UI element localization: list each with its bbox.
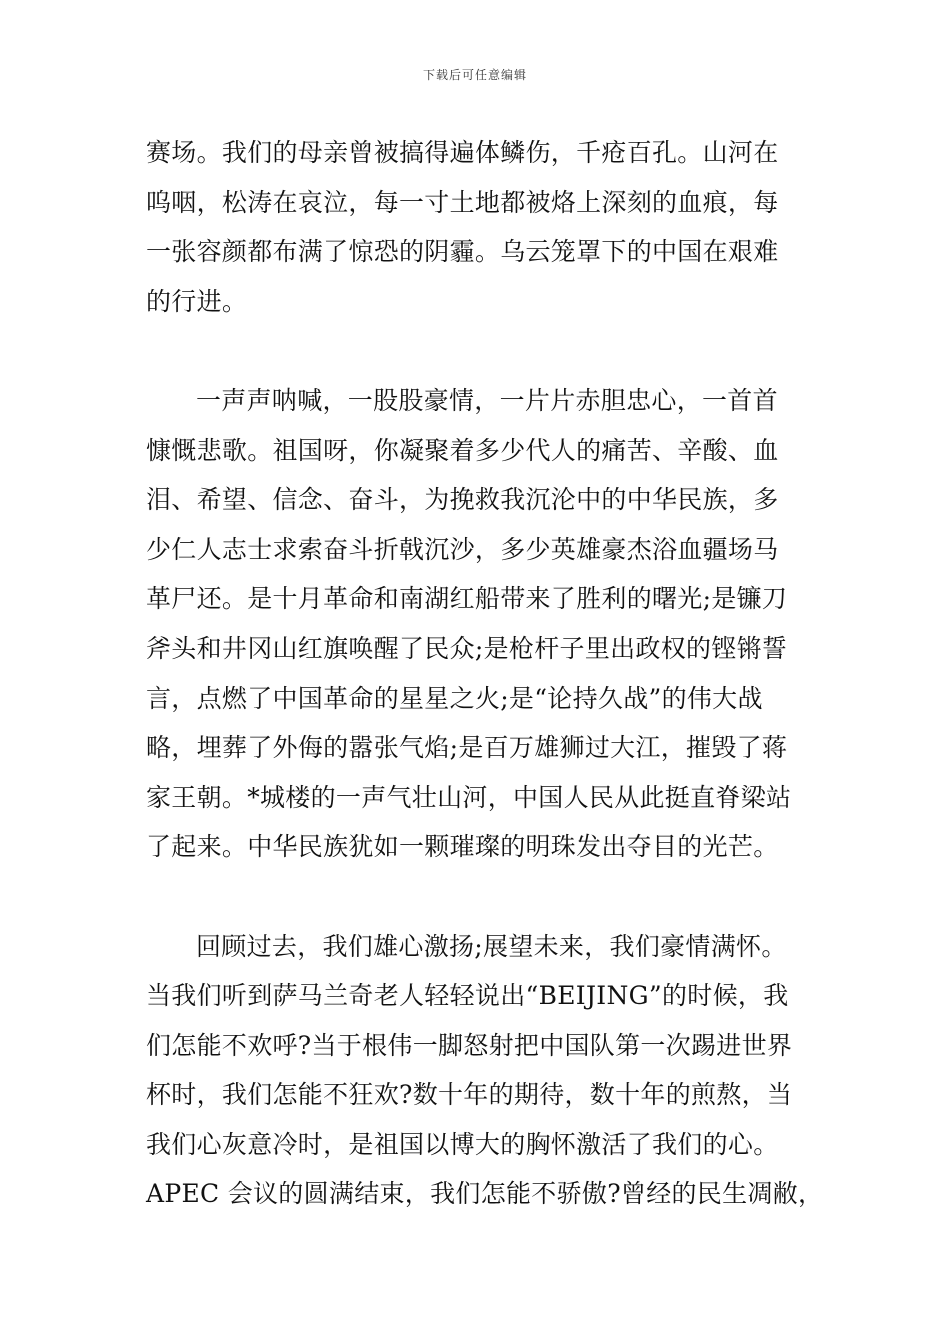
text-line: 了起来。中华民族犹如一颗璀璨的明珠发出夺目的光芒。 <box>146 832 779 862</box>
paragraph-1 <box>146 128 816 326</box>
text-line: 呜咽，松涛在哀泣，每一寸土地都被烙上深刻的血痕，每 <box>146 187 779 217</box>
text-line: 慷慨悲歌。祖国呀，你凝聚着多少代人的痛苦、辛酸、血 <box>146 435 779 465</box>
paragraph-3 <box>146 922 824 1220</box>
text-line: 们怎能不欢呼?当于根伟一脚怒射把中国队第一次踢进世界 <box>146 1030 793 1060</box>
page-header: 下载后可任意编辑 <box>422 68 527 82</box>
text-line: 赛场。我们的母亲曾被搞得遍体鳞伤，千疮百孔。山河在 <box>146 138 779 167</box>
text-line: 革尸还。是十月革命和南湖红船带来了胜利的曙光;是镰刀 <box>146 584 788 614</box>
document-body <box>146 128 824 1219</box>
text-line: 泪、希望、信念、奋斗，为挽救我沉沦中的中华民族，多 <box>146 485 779 515</box>
paragraph-2 <box>146 376 816 872</box>
text-line: 家王朝。*城楼的一声气壮山河，中国人民从此挺直脊梁站 <box>146 782 792 812</box>
text-line: 我们心灰意冷时，是祖国以博大的胸怀激活了我们的心。 <box>146 1129 779 1159</box>
text-line: 少仁人志士求索奋斗折戟沉沙，多少英雄豪杰浴血疆场马 <box>146 534 779 564</box>
paragraph-gap <box>146 326 816 376</box>
text-line: 杯时，我们怎能不狂欢?数十年的期待，数十年的煎熬，当 <box>146 1080 793 1110</box>
text-line: 略，埋葬了外侮的嚣张气焰;是百万雄狮过大江，摧毁了蒋 <box>146 733 788 763</box>
text-line: 一声声呐喊，一股股豪情，一片片赤胆忠心，一首首 <box>196 385 778 415</box>
text-line: 一张容颜都布满了惊恐的阴霾。乌云笼罩下的中国在艰难 <box>146 237 779 267</box>
text-line: 言，点燃了中国革命的星星之火;是“论持久战”的伟大战 <box>146 683 763 713</box>
text-line: 回顾过去，我们雄心激扬;展望未来，我们豪情满怀。 <box>196 931 787 961</box>
text-line: 当我们听到萨马兰奇老人轻轻说出“BEIJING”的时候，我 <box>146 981 789 1011</box>
text-line: APEC 会议的圆满结束，我们怎能不骄傲?曾经的民生凋敝， <box>146 1179 824 1209</box>
text-line: 的行进。 <box>146 286 248 316</box>
paragraph-gap <box>146 872 816 922</box>
text-line: 斧头和井冈山红旗唤醒了民众;是枪杆子里出政权的铿锵誓 <box>146 633 788 663</box>
